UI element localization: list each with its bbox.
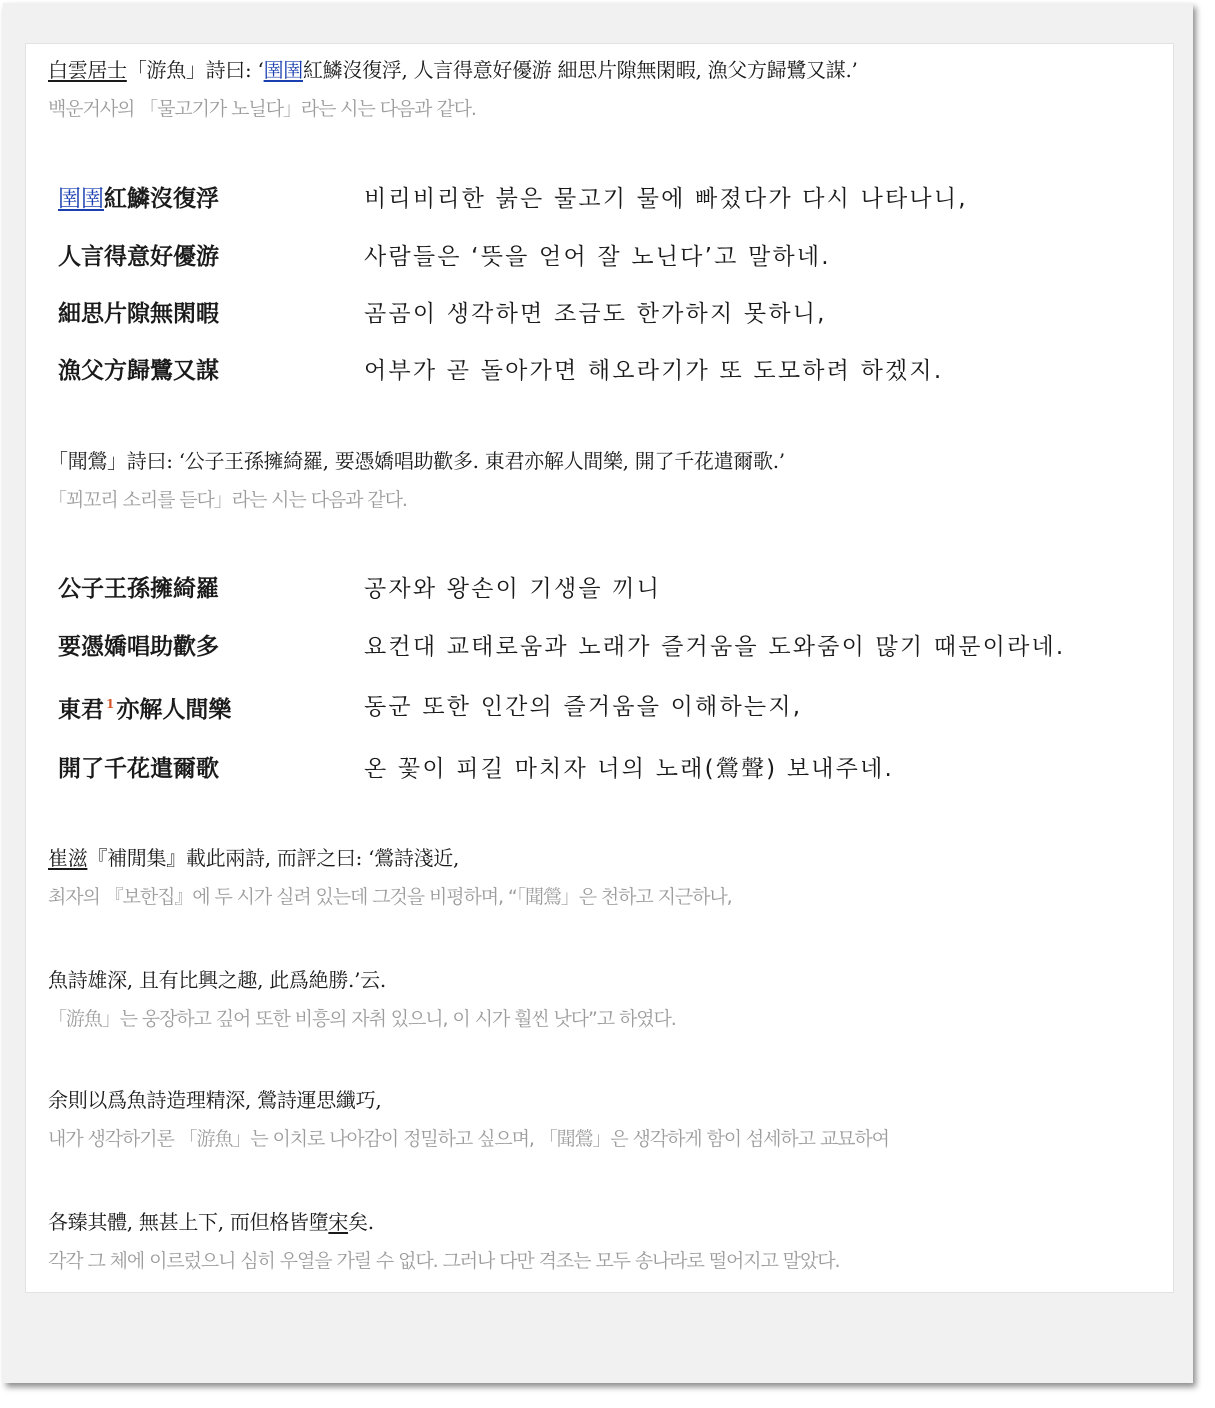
poem-1-line-4-korean: 어부가 곧 돌아가면 해오라기가 또 도모하려 하겠지.	[364, 358, 944, 384]
passage-6-korean: 각각 그 체에 이르렀으니 심히 우열을 가릴 수 없다. 그러나 다만 격조는 모두 송나라로 떨어지고 말았다.	[48, 1250, 840, 1272]
passage-3-hanja: 崔滋『補閒集』載此兩詩, 而評之曰: ‘鶯詩淺近,	[48, 846, 460, 870]
passage-3-korean: 최자의 『보한집』에 두 시가 실려 있는데 그것을 비평하며, “「聞鶯」은 천하고 지근하나,	[48, 886, 732, 908]
annotated-word[interactable]: 宋	[328, 1210, 349, 1234]
passage-5-korean: 내가 생각하기론 「游魚」는 이치로 나아감이 정밀하고 싶으며, 「聞鶯」은 생각하게 함이 섬세하고 교묘하여	[48, 1128, 889, 1150]
poem-1-line-2-hanja: 人言得意好優游	[58, 243, 219, 270]
passage-1-korean: 백운거사의 「물고기가 노닐다」라는 시는 다음과 같다.	[48, 98, 476, 120]
content-sheet	[25, 43, 1174, 1293]
annotation-link[interactable]: 圉圉	[263, 58, 303, 82]
poem-2-line-3-hanja: 東君 $^1$亦解人間樂	[58, 696, 232, 723]
poem-1-line-1-hanja: 圉圉紅鱗沒復浮	[58, 185, 219, 212]
passage-2-korean: 「꾀꼬리 소리를 듣다」라는 시는 다음과 같다.	[48, 489, 407, 511]
poem-1-line-1-korean: 비리비리한 붉은 물고기 물에 빠졌다가 다시 나타나니,	[364, 186, 968, 212]
passage-5-hanja: 余則以爲魚詩造理精深, 鶯詩運思纖巧,	[48, 1088, 382, 1112]
author-name[interactable]: 白雲居士	[48, 58, 127, 82]
poem-2-line-4-hanja: 開了千花遣爾歌	[58, 755, 219, 782]
poem-2-line-1-korean: 공자와 왕손이 기생을 끼니	[364, 576, 662, 602]
poem-2-line-3-korean: 동군 또한 인간의 즐거움을 이해하는지,	[364, 694, 803, 720]
footnote-marker[interactable]: 1	[106, 697, 115, 712]
author-name[interactable]: 崔滋	[48, 846, 88, 870]
passage-1-hanja: 白雲居士「游魚」詩曰: ‘圉圉紅鱗沒復浮, 人言得意好優游 細思片隙無閑暇, 漁父方歸鷺又謀.’	[48, 58, 858, 82]
annotation-link[interactable]: 圉圉	[58, 186, 104, 212]
poem-1-line-4-hanja: 漁父方歸鷺又謀	[58, 357, 219, 384]
passage-2-hanja: 「聞鶯」詩曰: ‘公子王孫擁綺羅, 要憑嬌唱助歡多. 東君亦解人間樂, 開了千花遣爾歌.’	[48, 449, 785, 473]
poem-1-line-3-hanja: 細思片隙無閑暇	[58, 300, 219, 327]
passage-6-hanja: 各臻其體, 無甚上下, 而但格皆墮宋矣.	[48, 1210, 374, 1234]
page-frame	[3, 3, 1193, 1383]
passage-4-korean: 「游魚」는 웅장하고 깊어 또한 비흥의 자취 있으니, 이 시가 훨씬 낫다”고 하였다.	[48, 1008, 676, 1030]
poem-2-line-2-korean: 요컨대 교태로움과 노래가 즐거움을 도와줌이 많기 때문이라네.	[364, 634, 1066, 660]
poem-2-line-1-hanja: 公子王孫擁綺羅	[58, 575, 219, 602]
poem-2-line-4-korean: 온 꽃이 피길 마치자 너의 노래(鶯聲) 보내주네.	[364, 756, 895, 782]
passage-4-hanja: 魚詩雄深, 且有比興之趣, 此爲絶勝.’云.	[48, 968, 386, 992]
poem-1-line-2-korean: 사람들은 ‘뜻을 얻어 잘 노닌다’고 말하네.	[364, 244, 831, 270]
poem-1-line-3-korean: 곰곰이 생각하면 조금도 한가하지 못하니,	[364, 301, 827, 327]
poem-2-line-2-hanja: 要憑嬌唱助歡多	[58, 633, 219, 660]
